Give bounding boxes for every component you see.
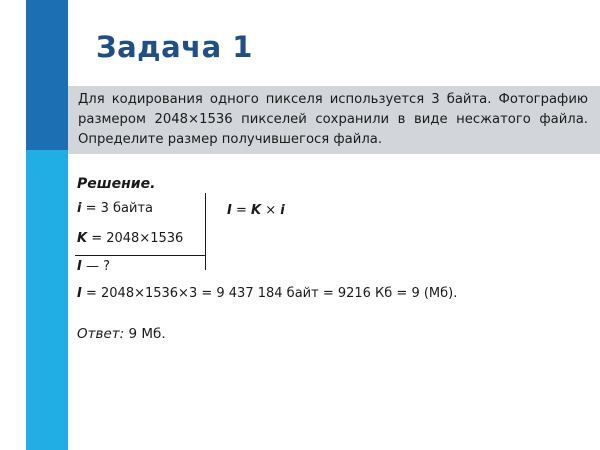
answer-value: 9 Мб. — [124, 326, 166, 342]
given-find-value: — ? — [81, 259, 111, 274]
formula-times: × — [261, 203, 281, 218]
given-i — [77, 201, 153, 216]
calc-symbol: I — [77, 286, 82, 301]
given-find-symbol: I — [77, 259, 82, 274]
formula-k: K — [251, 203, 262, 218]
given-i-value: = 3 байта — [81, 201, 154, 216]
formula-equals: = — [231, 203, 252, 218]
calc-text: = 2048×1536×3 = 9 437 184 байт = 9216 Кб = 9 (Мб). — [81, 286, 458, 301]
given-k — [77, 231, 183, 246]
given-divider-horizontal — [75, 255, 206, 256]
formula — [227, 203, 285, 218]
accent-stripe-bottom — [26, 150, 68, 450]
given-divider-vertical — [205, 193, 206, 270]
answer-label: Ответ: — [77, 326, 125, 342]
solution-label: Решение. — [77, 176, 156, 192]
calculation — [77, 286, 457, 301]
given-k-symbol: K — [77, 231, 88, 246]
task-text: Для кодирования одного пикселя используется 3 байта. Фотографию размером 2048×1536 пикселей сохранили в виде несжатого файла. Определите размер получившегося файла. — [78, 92, 588, 147]
given-k-value: = 2048×1536 — [87, 231, 184, 246]
formula-lhs: I — [227, 203, 232, 218]
given-i-symbol: i — [77, 201, 82, 216]
accent-stripe-top — [26, 0, 68, 150]
formula-i: i — [280, 203, 285, 218]
answer — [77, 326, 166, 342]
page-title: Задача 1 — [96, 30, 253, 64]
given-find — [77, 259, 110, 274]
